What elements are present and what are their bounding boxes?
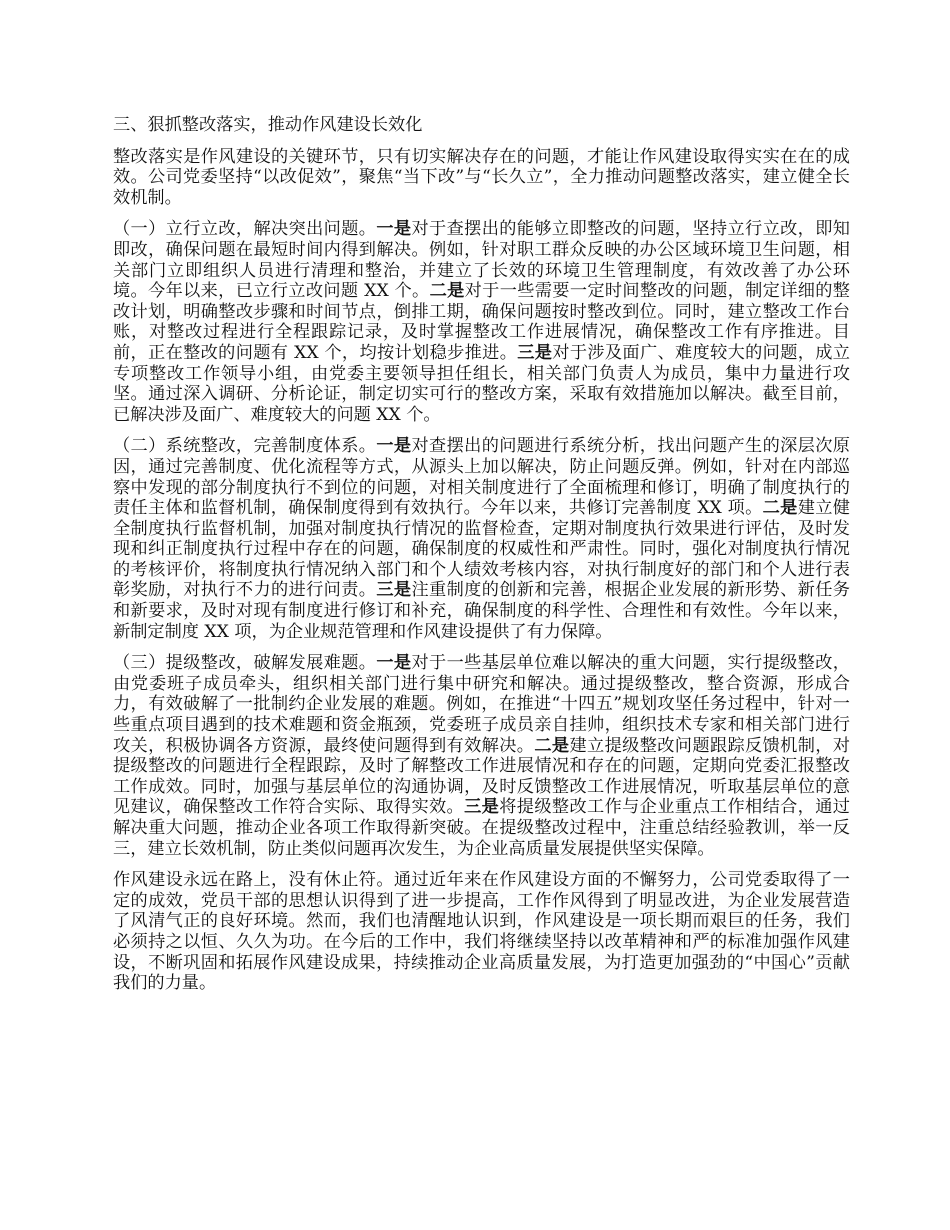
intro-paragraph: 整改落实是作风建设的关键环节，只有切实解决存在的问题，才能让作风建设取得实实在在的成效。公司党委坚持“以改促效”，聚焦“当下改”与“长久立”，全力推动问题整改落实，建立健全长效机制。 — [113, 146, 850, 208]
section-2-paragraph — [113, 436, 850, 642]
point-label: 三是 — [517, 342, 553, 363]
point-text: 建立健全制度执行监督机制，加强对制度执行情况的监督检查，定期对制度执行效果进行评估，及时发现和纠正制度执行过程中存在的问题，确保制度的权威性和严肃性。同时，强化对制度执行情况的考核评价，将制度执行情况纳入部门和个人绩效考核内容，对执行制度好的部门和个人进行表彰奖励，对执行不力的进行问责。 — [113, 498, 850, 601]
point-label: 三是 — [376, 580, 412, 601]
point-label: 二是 — [429, 281, 465, 302]
point-text: 对于一些基层单位难以解决的重大问题，实行提级整改，由党委班子成员牵头，组织相关部门进行集中研究和解决。通过提级整改，整合资源，形成合力，有效破解了一批制约企业发展的难题。例如，在推进“十四五”规划攻坚任务过程中，针对一些重点项目遇到的技术难题和资金瓶颈，党委班子成员亲自挂帅，组织技术专家和相关部门进行攻关，积极协调各方资源，最终使问题得到有效解决。 — [113, 653, 850, 756]
section-1-title: （一）立行立改，解决突出问题。 — [113, 219, 377, 240]
point-label: 二是 — [534, 735, 570, 756]
point-text: 注重制度的创新和完善，根据企业发展的新形势、新任务和新要求，及时对现有制度进行修订和补充，确保制度的科学性、合理性和有效性。今年以来，新制定制度 XX 项，为企业规范管理和作风建设提供了有力保障。 — [113, 580, 850, 642]
point-label: 三是 — [464, 797, 500, 818]
point-text: 将提级整改工作与企业重点工作相结合，通过解决重大问题，推动企业各项工作取得新突破。在提级整改过程中，注重总结经验教训，举一反三，建立长效机制，防止类似问题再次发生，为企业高质量发展提供坚实保障。 — [113, 797, 850, 859]
point-text: 对于查摆出的能够立即整改的问题，坚持立行立改，即知即改，确保问题在最短时间内得到解决。例如，针对职工群众反映的办公区域环境卫生问题，相关部门立即组织人员进行清理和整治，并建立了长效的环境卫生管理制度，有效改善了办公环境。今年以来，已立行立改问题 XX 个。 — [113, 219, 850, 302]
section-3-paragraph — [113, 653, 850, 859]
section-heading: 三、狠抓整改落实，推动作风建设长效化 — [113, 115, 423, 135]
point-text: 对查摆出的问题进行系统分析，找出问题产生的深层次原因，通过完善制度、优化流程等方式，从源头上加以解决，防止问题反弹。例如，针对在内部巡察中发现的部分制度执行不到位的问题，对相关制度进行了全面梳理和修订，明确了制度执行的责任主体和监督机制，确保制度得到有效执行。今年以来，共修订完善制度 XX 项。 — [113, 436, 850, 519]
section-1-paragraph — [113, 219, 850, 425]
point-label: 一是 — [376, 436, 412, 457]
point-label: 二是 — [762, 498, 798, 519]
point-label: 一是 — [376, 219, 412, 240]
document-page — [113, 115, 850, 1005]
section-3-title: （三）提级整改，破解发展难题。 — [113, 653, 377, 674]
point-label: 一是 — [376, 653, 412, 674]
conclusion-paragraph: 作风建设永远在路上，没有休止符。通过近年来在作风建设方面的不懈努力，公司党委取得了一定的成效，党员干部的思想认识得到了进一步提高，工作作风得到了明显改进，为企业发展营造了风清气正的良好环境。然而，我们也清醒地认识到，作风建设是一项长期而艰巨的任务，我们必须持之以恒、久久为功。在今后的工作中，我们将继续坚持以改革精神和严的标准加强作风建设，不断巩固和拓展作风建设成果，持续推动企业高质量发展，为打造更加强劲的“中国心”贡献我们的力量。 — [113, 870, 850, 994]
point-text: 对于一些需要一定时间整改的问题，制定详细的整改计划，明确整改步骤和时间节点，倒排工期，确保问题按时整改到位。同时，建立整改工作台账，对整改过程进行全程跟踪记录，及时掌握整改工作进展情况，确保整改工作有序推进。目前，正在整改的问题有 XX 个，均按计划稳步推进。 — [113, 281, 850, 363]
point-text: 建立提级整改问题跟踪反馈机制，对提级整改的问题进行全程跟踪，及时了解整改工作进展情况和存在的问题，定期向党委汇报整改工作成效。同时，加强与基层单位的沟通协调，及时反馈整改工作进展情况，听取基层单位的意见建议，确保整改工作符合实际、取得实效。 — [113, 735, 850, 818]
point-text: 对于涉及面广、难度较大的问题，成立专项整改工作领导小组，由党委主要领导担任组长，相关部门负责人为成员，集中力量进行攻坚。通过深入调研、分析论证，制定切实可行的整改方案，采取有效措施加以解决。截至目前，已解决涉及面广、难度较大的问题 XX 个。 — [113, 342, 850, 425]
section-2-title: （二）系统整改，完善制度体系。 — [113, 436, 377, 457]
